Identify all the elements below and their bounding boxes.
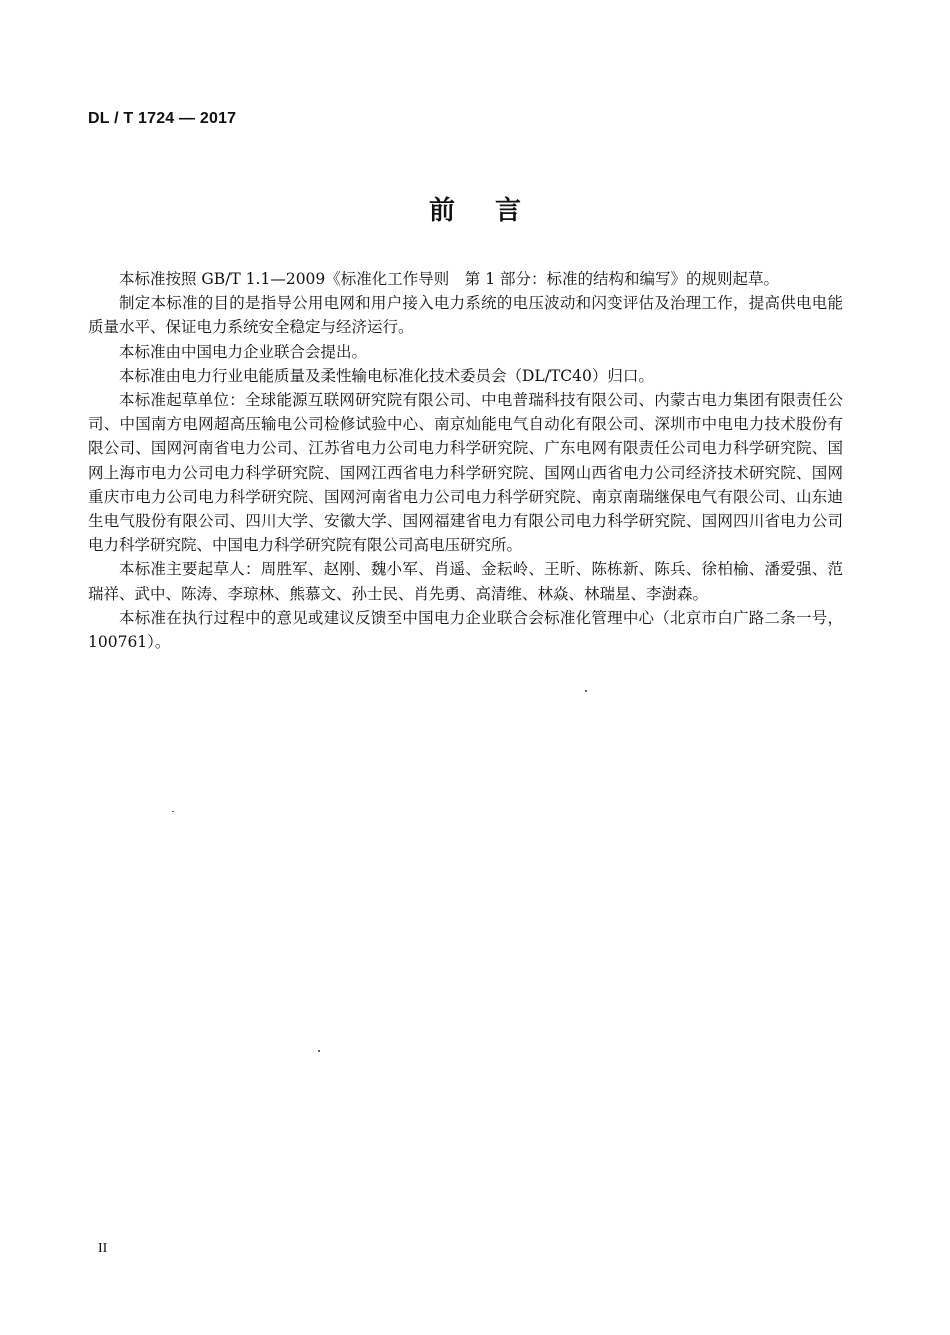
scan-speck	[585, 690, 587, 692]
standard-code: DL / T 1724 — 2017	[88, 110, 237, 127]
foreword-body	[88, 267, 843, 654]
page-title: 前言	[428, 196, 561, 226]
paragraph-purpose: 制定本标准的目的是指导公用电网和用户接入电力系统的电压波动和闪变评估及治理工作，提高供电电能质量水平、保证电力系统安全稳定与经济运行。	[88, 294, 843, 337]
paragraph-drafters: 本标准主要起草人：周胜军、赵刚、魏小军、肖遥、金耘岭、王昕、陈栋新、陈兵、徐柏榆、潘爱强、范瑞祥、武中、陈涛、李琼林、熊慕文、孙士民、肖先勇、高清维、林焱、林瑞星、李澍森。	[88, 560, 843, 603]
page-number: II	[98, 1241, 108, 1256]
paragraph-drafting-rules: 本标准按照 GB/T 1.1—2009《标准化工作导则 第 1 部分：标准的结构和编写》的规则起草。	[119, 270, 780, 288]
scan-speck	[318, 1050, 320, 1052]
paragraph-drafting-units: 本标准起草单位：全球能源互联网研究院有限公司、中电普瑞科技有限公司、内蒙古电力集团有限责任公司、中国南方电网超高压输电公司检修试验中心、南京灿能电气自动化有限公司、深圳市中电电力技术股份有限公司、国网河南省电力公司、江苏省电力公司电力科学研究院、广东电网有限责任公司电力科学研究院、国网上海市电力公司电力科学研究院、国网江西省电力科学研究院、国网山西省电力公司经济技术研究院、国网重庆市电力公司电力科学研究院、国网河南省电力公司电力科学研究院、南京南瑞继保电气有限公司、山东迪生电气股份有限公司、四川大学、安徽大学、国网福建省电力有限公司电力科学研究院、国网四川省电力公司电力科学研究院、中国电力科学研究院有限公司高电压研究所。	[88, 391, 843, 555]
paragraph-committee: 本标准由电力行业电能质量及柔性输电标准化技术委员会（DL/TC40）归口。	[119, 366, 654, 385]
scan-speck	[172, 811, 174, 812]
paragraph-proposer: 本标准由中国电力企业联合会提出。	[119, 342, 368, 361]
paragraph-feedback: 本标准在执行过程中的意见或建议反馈至中国电力企业联合会标准化管理中心（北京市白广路二条一号，100761）。	[88, 608, 843, 652]
